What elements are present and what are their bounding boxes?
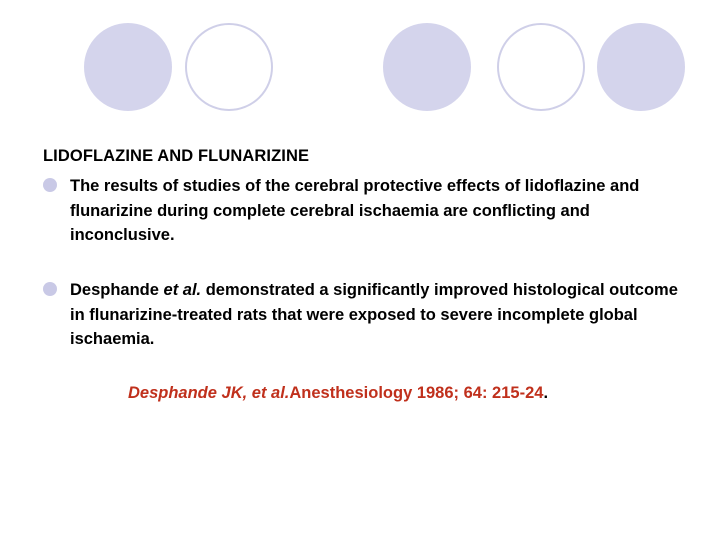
bullet-dot-icon xyxy=(43,178,57,192)
reference-author: Desphande JK, et al. xyxy=(128,384,290,402)
decorative-circle-filled-2 xyxy=(383,23,471,111)
bullet-text-1: The results of studies of the cerebral protective effects of lidoflazine and flunarizine during complete cerebral ischaemia are conflicting and inconclusive. xyxy=(70,177,640,244)
bullet-item-1 xyxy=(43,174,683,248)
decorative-circle-filled-1 xyxy=(84,23,172,111)
reference-citation xyxy=(128,384,548,403)
bullet-text-2 xyxy=(70,278,683,352)
decorative-circle-outline-2 xyxy=(497,23,585,111)
bullet-dot-icon xyxy=(43,282,57,296)
bullet-author: Desphande xyxy=(70,281,164,299)
bullet-body: demonstrated a significantly improved histological outcome in flunarizine-treated rats that were exposed to severe incomplete global ischaemia. xyxy=(70,281,678,348)
reference-period: . xyxy=(543,384,549,402)
bullet-et-al: et al. xyxy=(163,281,202,299)
decorative-circle-filled-3 xyxy=(597,23,685,111)
slide-heading: LIDOFLAZINE AND FLUNARIZINE xyxy=(43,147,310,165)
decorative-circle-outline-1 xyxy=(185,23,273,111)
reference-journal: Anesthesiology 1986; 64: 215-24 xyxy=(289,384,544,402)
bullet-item-2 xyxy=(43,278,683,352)
